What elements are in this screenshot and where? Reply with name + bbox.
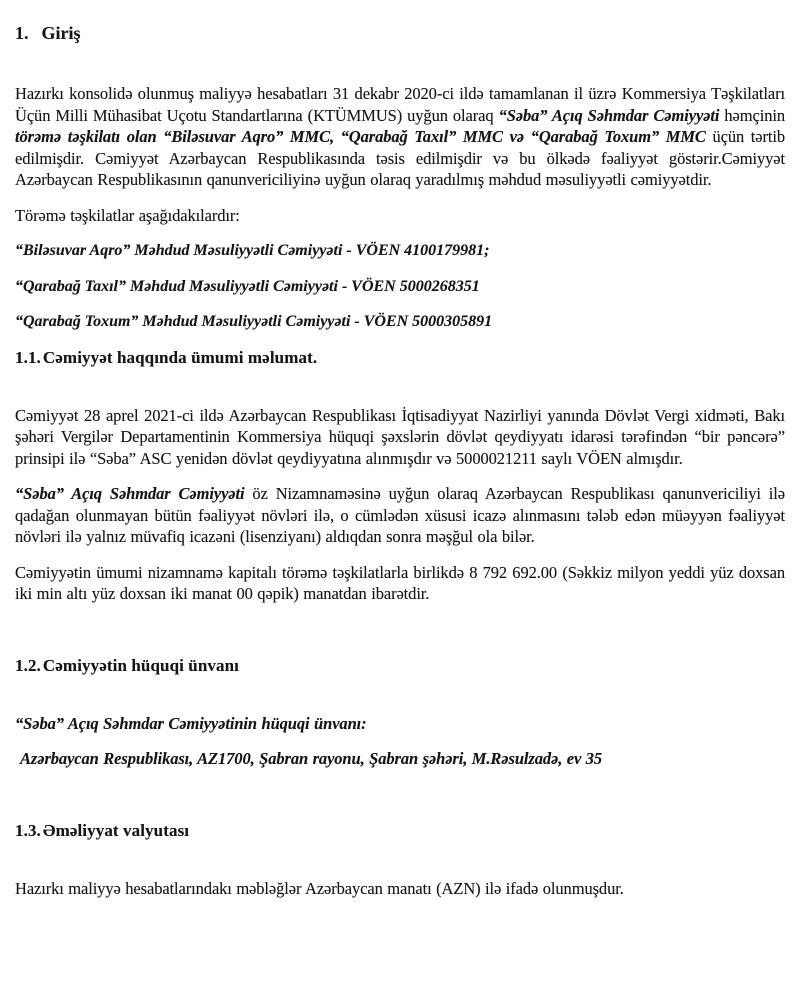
body-text: həmçinin [719, 105, 785, 125]
section-number: 1. [15, 23, 29, 43]
intro-paragraph [15, 83, 785, 191]
section-heading-1-1 [15, 347, 785, 369]
section-number: 1.2. [15, 655, 41, 675]
body-text: öz Nizamnaməsinə uyğun olaraq Azərbaycan Respublikası qanunvericiliyi ilə qadağan olunmayan bütün fəaliyyət növləri ilə, o cümlədən xüsusi icazə alınmasını tələb edən müəyyən fəaliyyət növləri ilə yalnız müvafiq icazəni (lisenziyanı) aldıqdan sonra məşğul ola bilər. [15, 484, 785, 546]
section-heading-1-3 [15, 820, 785, 842]
legal-address: Azərbaycan Respublikası, AZ1700, Şabran rayonu, Şabran şəhəri, M.Rəsulzadə, ev 35 [20, 749, 603, 768]
section-heading-1 [15, 22, 785, 44]
body-text: üçün tərtib edilmişdir. Cəmiyyət Azərbaycan Respublikasında təsis edilmişdir və bu ölkədə fəaliyyət göstərir.Cəmiyyət Azərbaycan Respublikasının qanunvericiliyinə uyğun olaraq yaradılmış məhdud məsuliyyətli cəmiyyətdir. [15, 127, 785, 189]
emphasized-text: törəmə təşkilatı olan “Biləsuvar Aqro” MMC, “Qarabağ Taxıl” MMC və “Qarabağ Toxum” MMC [15, 127, 706, 146]
section-number: 1.1. [15, 347, 41, 367]
subsidiary-line-2: “Qarabağ Taxıl” Məhdud Məsuliyyətli Cəmiyyəti - VÖEN 5000268351 [15, 277, 480, 295]
section-title: Əməliyyat valyutası [42, 820, 190, 840]
section-title: Giriş [41, 23, 81, 43]
subsidiary-line-1: “Biləsuvar Aqro” Məhdud Məsuliyyətli Cəmiyyəti - VÖEN 4100179981; [15, 242, 490, 259]
subsidiary-line-3: “Qarabağ Toxum” Məhdud Məsuliyyətli Cəmiyyəti - VÖEN 5000305891 [15, 313, 493, 330]
currency-paragraph: Hazırkı maliyyə hesabatlarındakı məbləğlər Azərbaycan manatı (AZN) ilə ifadə olunmuşdur. [15, 878, 624, 898]
body-text: Hazırkı konsolidə olunmuş maliyyə hesabatları 31 dekabr 2020-ci ildə tamamlanan il üzrə Kommersiya Təşkilatları Üçün Milli Mühasibat Uçotu Standartlarına (KTÜMMUS) uyğun olaraq [15, 84, 785, 125]
legal-address-label: “Səba” Açıq Səhmdar Cəmiyyətinin hüquqi ünvanı: [15, 713, 367, 733]
section-title: Cəmiyyətin hüquqi ünvanı [42, 655, 239, 675]
section-heading-1-2 [15, 655, 785, 677]
emphasized-text: “Səba” Açıq Səhmdar Cəmiyyəti [498, 105, 720, 125]
section-number: 1.3. [15, 820, 41, 840]
emphasized-text: “Səba” Açıq Səhmdar Cəmiyyəti [15, 484, 245, 503]
capital-paragraph: Cəmiyyətin ümumi nizamnamə kapitalı törəmə təşkilatlarla birlikdə 8 792 692.00 (Səkkiz milyon yeddi yüz doxsan iki min altı yüz doxsan iki manat 00 qəpik) manatdan ibarətdir. [15, 562, 785, 603]
registration-paragraph: Cəmiyyət 28 aprel 2021-ci ildə Azərbaycan Respublikası İqtisadiyyat Nazirliyi yanında Dövlət Vergi xidməti, Bakı şəhəri Vergilər Departamentinin Kommersiya hüquqi şəxslərin dövlət qeydiyyatı idarəsi tərəfindən “bir pəncərə” prinsipi ilə “Səba” ASC yenidən dövlət qeydiyyatına alınmışdır və 5000021211 saylı VÖEN almışdır. [15, 405, 785, 468]
subsidiaries-intro: Törəmə təşkilatlar aşağıdakılardır: [15, 205, 240, 225]
activity-paragraph [15, 483, 785, 548]
section-title: Cəmiyyət haqqında ümumi məlumat. [42, 347, 318, 367]
